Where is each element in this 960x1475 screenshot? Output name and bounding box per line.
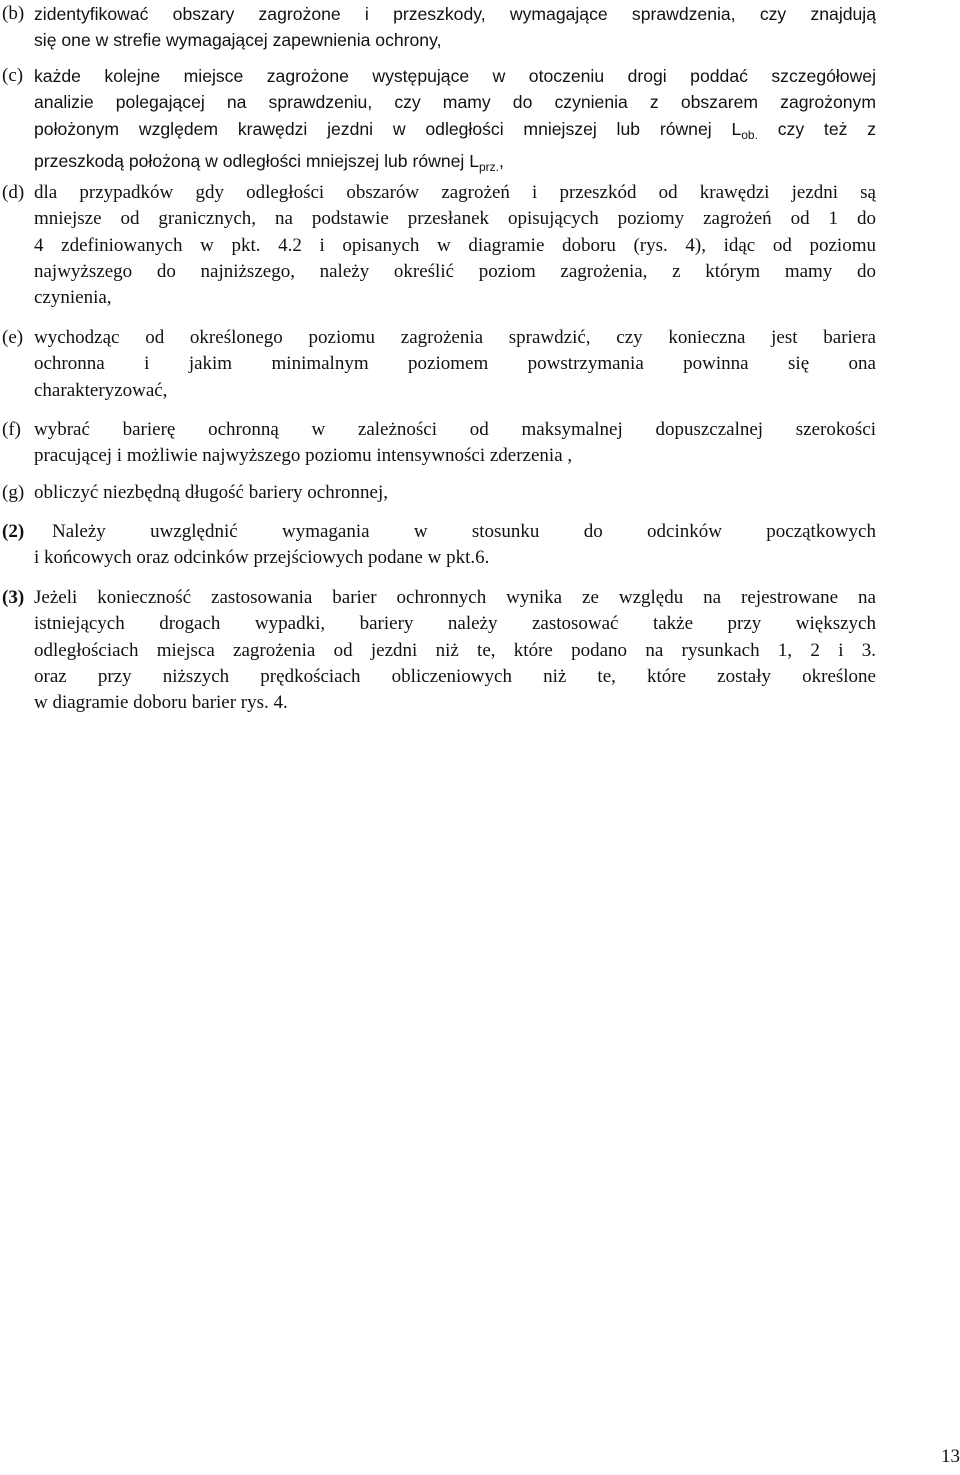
text-line: charakteryzować,	[34, 379, 168, 401]
point-number: (3)	[2, 587, 25, 608]
text-line: najwyższego do najniższego, należy określić poziom zagrożenia, z którym mamy do	[34, 260, 876, 282]
list-item-label: (c)	[2, 65, 24, 86]
text-line: obliczyć niezbędną długość bariery ochronnej,	[34, 482, 388, 503]
text-line: Należy uwzględnić wymagania w stosunku do odcinków początkowych	[52, 521, 876, 542]
text-run: przeszkodą położoną w odległości mniejszej lub równej L	[34, 150, 479, 171]
text-line	[34, 148, 876, 180]
point-number: (2)	[2, 521, 25, 542]
list-item-text	[34, 1, 876, 54]
text-line	[34, 116, 876, 148]
list-item-label: (f)	[2, 419, 21, 440]
list-item-text	[34, 325, 876, 404]
text-line: Jeżeli konieczność zastosowania barier ochronnych wynika ze względu na rejestrowane na	[34, 587, 876, 608]
text-line: pracującej i możliwie najwyższego poziomu intensywności zderzenia ,	[34, 445, 573, 467]
text-line: czynienia,	[34, 287, 112, 309]
text-line: zidentyfikować obszary zagrożone i przeszkody, wymagające sprawdzenia, czy znajdują	[34, 4, 876, 24]
list-item-label: (d)	[2, 182, 25, 203]
text-line: odległościach miejsca zagrożenia od jezdni niż te, które podano na rysunkach 1, 2 i 3.	[34, 639, 876, 661]
text-line: mniejsze od granicznych, na podstawie przesłanek opisujących poziomy zagrożeń od 1 do	[34, 208, 876, 230]
text-line: każde kolejne miejsce zagrożone występujące w otoczeniu drogi poddać szczegółowej	[34, 66, 876, 86]
text-line: ochronna i jakim minimalnym poziomem powstrzymania powinna się ona	[34, 353, 876, 375]
text-line: analizie polegającej na sprawdzeniu, czy mamy do czynienia z obszarem zagrożonym	[34, 92, 876, 113]
page-number: 13	[941, 1446, 960, 1467]
text-run: położonym względem krawędzi jezdni w odległości mniejszej lub równej L	[34, 118, 742, 139]
list-item-text	[34, 180, 876, 311]
list-item-label: (b)	[2, 3, 25, 24]
text-line: istniejących drogach wypadki, bariery należy zastosować także przy większych	[34, 613, 876, 635]
text-line: wychodząc od określonego poziomu zagrożenia sprawdzić, czy konieczna jest bariera	[34, 327, 876, 348]
text-run: ,	[499, 150, 504, 171]
text-line: wybrać barierę ochronną w zależności od maksymalnej dopuszczalnej szerokości	[34, 419, 876, 440]
text-line: i końcowych oraz odcinków przejściowych podane w pkt.6.	[34, 547, 490, 569]
list-item-text	[34, 480, 876, 506]
list-item-label: (e)	[2, 327, 24, 348]
text-run: czy też z	[757, 118, 876, 139]
text-line: dla przypadków gdy odległości obszarów zagrożeń i przeszkód od krawędzi jezdni są	[34, 182, 876, 203]
subscript: ob.	[741, 127, 758, 142]
point-text	[34, 585, 876, 716]
list-item-label: (g)	[2, 482, 25, 503]
list-item-text	[34, 417, 876, 470]
point-text	[34, 519, 876, 572]
list-item-text	[34, 63, 876, 180]
text-line: oraz przy niższych prędkościach obliczeniowych niż te, które zostały określone	[34, 665, 876, 687]
text-line: w diagramie doboru barier rys. 4.	[34, 692, 288, 714]
subscript: prz.	[478, 159, 499, 174]
text-line: 4 zdefiniowanych w pkt. 4.2 i opisanych w diagramie doboru (rys. 4), idąc od poziomu	[34, 234, 876, 256]
text-line: się one w strefie wymagającej zapewnienia ochrony,	[34, 30, 442, 51]
